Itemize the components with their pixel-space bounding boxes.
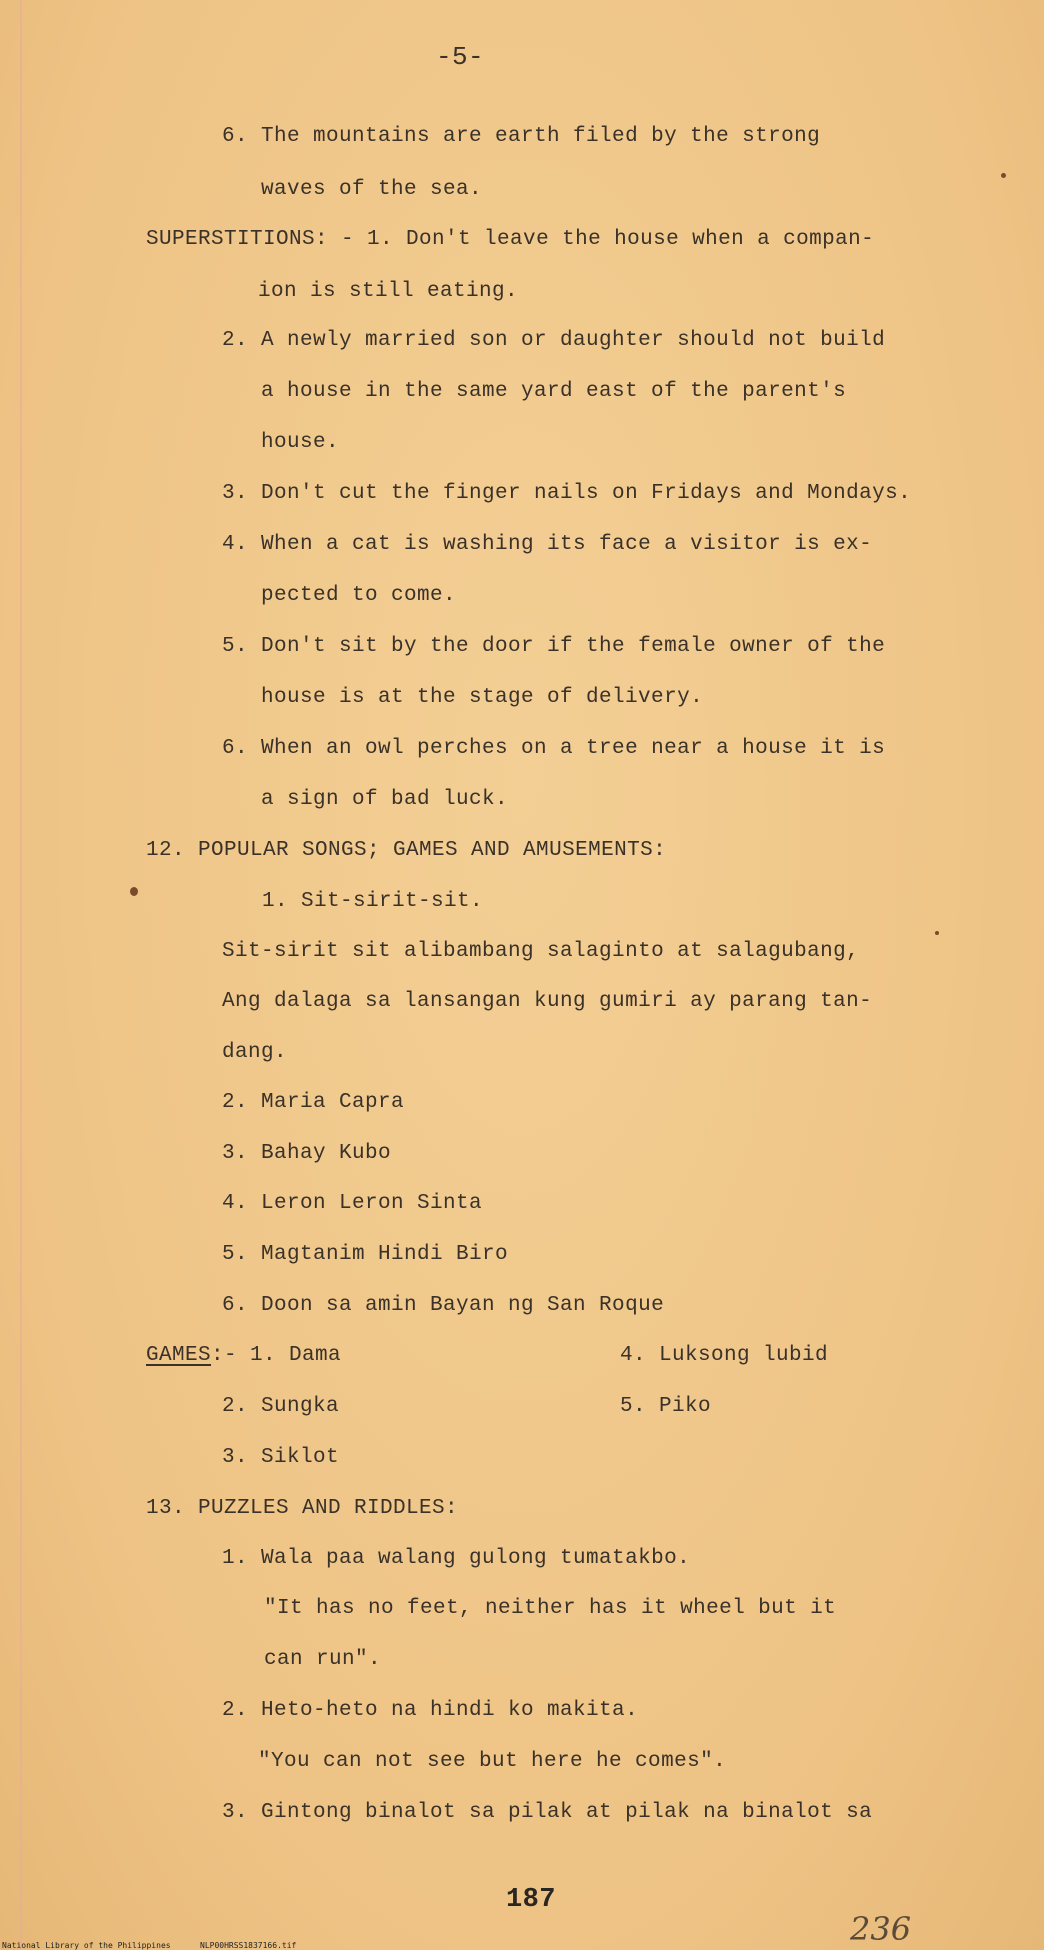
text-line: can run". (264, 1648, 382, 1671)
text-line: ion is still eating. (258, 280, 519, 303)
games-line (146, 1345, 341, 1366)
margin-line (20, 0, 22, 1950)
text-line: 5. Magtanim Hindi Biro (222, 1243, 509, 1266)
text-line: "It has no feet, neither has it wheel but it (264, 1597, 837, 1620)
text-line: 3. Bahay Kubo (222, 1142, 392, 1165)
text-line: Ang dalaga sa lansangan kung gumiri ay parang tan- (222, 990, 873, 1013)
text-line: 5. Piko (620, 1395, 712, 1418)
footer-library: National Library of the Philippines (2, 1941, 171, 1950)
text-line: 1. Sit-sirit-sit. (262, 890, 484, 913)
games-heading: GAMES (146, 1344, 212, 1367)
text-line: Sit-sirit sit alibambang salaginto at salagubang, (222, 940, 860, 963)
text-line: 3. Siklot (222, 1446, 340, 1469)
handwritten-number: 236 (850, 1910, 912, 1948)
text-line: dang. (222, 1041, 288, 1064)
superstitions-line (146, 229, 874, 250)
text-line: 2. A newly married son or daughter should not build (222, 329, 886, 352)
page-number: -5- (436, 42, 485, 72)
section-heading: 13. PUZZLES AND RIDDLES: (146, 1497, 459, 1520)
text-line: waves of the sea. (261, 178, 483, 201)
text-line: 4. Luksong lubid (620, 1344, 829, 1367)
text-line: 2. Heto-heto na hindi ko makita. (222, 1699, 639, 1722)
text-line: 6. The mountains are earth filed by the strong (222, 125, 821, 148)
text-line: a house in the same yard east of the parent's (261, 380, 847, 403)
text-line: a sign of bad luck. (261, 788, 509, 811)
ink-spot (935, 931, 939, 935)
text-line: 1. Wala paa walang gulong tumatakbo. (222, 1547, 691, 1570)
section-heading: 12. POPULAR SONGS; GAMES AND AMUSEMENTS: (146, 839, 667, 862)
text-line: :- 1. Dama (211, 1344, 342, 1367)
text-line: 3. Don't cut the finger nails on Fridays and Mondays. (222, 482, 912, 505)
text-line: 4. When a cat is washing its face a visitor is ex- (222, 533, 873, 556)
stamp-number: 187 (506, 1885, 556, 1915)
text-line: "You can not see but here he comes". (258, 1750, 727, 1773)
text-line: pected to come. (261, 584, 457, 607)
text-line: 4. Leron Leron Sinta (222, 1192, 483, 1215)
ink-spot (130, 887, 138, 896)
footer-file: NLP00HRSS1837166.tif (200, 1941, 297, 1950)
text-line: 2. Maria Capra (222, 1091, 405, 1114)
text-line: 6. Doon sa amin Bayan ng San Roque (222, 1294, 665, 1317)
text-line: 6. When an owl perches on a tree near a house it is (222, 737, 886, 760)
text-line: house. (261, 431, 340, 454)
text-line: - 1. Don't leave the house when a compan- (328, 228, 875, 251)
text-line: house is at the stage of delivery. (261, 686, 704, 709)
text-line: 3. Gintong binalot sa pilak at pilak na binalot sa (222, 1801, 873, 1824)
text-line: 2. Sungka (222, 1395, 340, 1418)
superstitions-heading: SUPERSTITIONS: (146, 228, 329, 251)
text-line: 5. Don't sit by the door if the female owner of the (222, 635, 886, 658)
ink-spot (1001, 173, 1006, 178)
